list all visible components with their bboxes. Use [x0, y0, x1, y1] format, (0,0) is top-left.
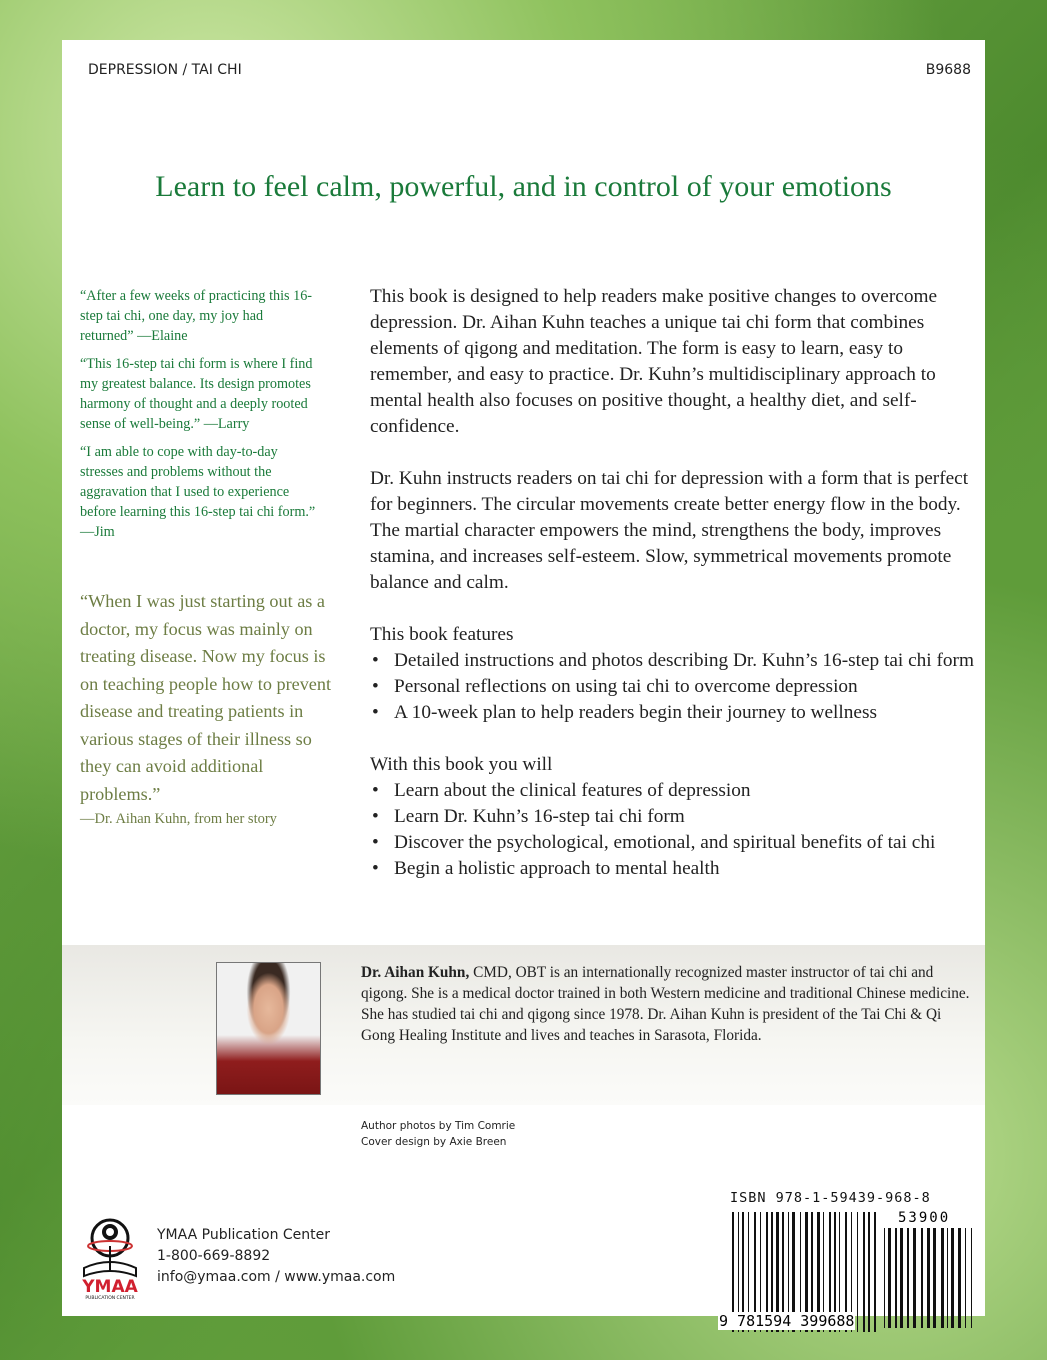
author-photo	[216, 962, 321, 1095]
photo-credit: Author photos by Tim Comrie	[361, 1120, 516, 1132]
testimonial: “This 16-step tai chi form is where I find my greatest balance. Its design promotes harmony of thought and a deeply rooted sense of well-being.” —Larry	[80, 356, 313, 432]
author-bio-text: CMD, OBT is an internationally recognized master instructor of tai chi and qigong. She is a medical doctor trained in both Western medicine and traditional Chinese medicine. She has studied tai chi and qigong since 1978. Dr. Aihan Kuhn is president of the Tai Chi & Qi Gong Healing Institute and lives and teaches in Sarasota, Florida.	[361, 964, 970, 1044]
features-title: This book features	[370, 624, 514, 645]
description	[370, 284, 980, 908]
barcode-bar	[907, 1228, 909, 1328]
barcode-bar	[951, 1228, 954, 1328]
publisher-name: YMAA Publication Center	[157, 1227, 331, 1243]
barcode-bar	[888, 1228, 891, 1328]
barcode-bar	[884, 1228, 885, 1328]
feature-item: • Personal reflections on using tai chi to overcome depression	[370, 674, 980, 700]
barcode-bar	[971, 1228, 972, 1328]
feature-item: • Detailed instructions and photos describing Dr. Kuhn’s 16-step tai chi form	[370, 648, 980, 674]
author-band	[62, 945, 985, 1105]
barcode-bar	[933, 1228, 936, 1328]
credits	[361, 1118, 515, 1150]
barcode-bar	[958, 1228, 961, 1328]
benefits-title: With this book you will	[370, 754, 553, 775]
author-quote-text: “When I was just starting out as a doctor, my focus was mainly on treating disease. Now my focus is on teaching people how to prevent disease and treating patients in various stages of their illness so they can avoid additional problems.”	[80, 591, 332, 804]
benefits-list	[370, 778, 980, 882]
barcode-bar	[941, 1228, 944, 1328]
author-quote	[80, 588, 340, 830]
price-barcode	[884, 1228, 976, 1328]
publisher-phone: 1-800-669-8892	[157, 1248, 271, 1264]
publisher-info	[157, 1225, 395, 1288]
back-cover	[62, 40, 985, 1330]
feature-item: • A 10-week plan to help readers begin their journey to wellness	[370, 700, 980, 726]
benefit-item: • Discover the psychological, emotional, and spiritual benefits of tai chi	[370, 830, 980, 856]
barcode-bar	[921, 1228, 923, 1328]
description-paragraph: This book is designed to help readers make positive changes to overcome depression. Dr. Aihan Kuhn teaches a unique tai chi form that combines elements of qigong and meditation. The form is easy to learn, easy to remember, and easy to practice. Dr. Kuhn’s multidisciplinary approach to mental health also focuses on positive thought, a healthy diet, and self-confidence.	[370, 286, 938, 437]
isbn-label: ISBN 978-1-59439-968-8	[730, 1190, 931, 1206]
benefit-item: • Begin a holistic approach to mental health	[370, 856, 980, 882]
headline: Learn to feel calm, powerful, and in control of your emotions	[155, 170, 892, 203]
price-code: 53900	[898, 1210, 951, 1226]
barcode-bar	[868, 1212, 870, 1332]
testimonials	[80, 286, 320, 550]
category-label: DEPRESSION / TAI CHI	[88, 62, 242, 78]
publisher-contact: info@ymaa.com / www.ymaa.com	[157, 1269, 396, 1285]
svg-text:YMAA: YMAA	[82, 1277, 138, 1297]
author-name: Dr. Aihan Kuhn,	[361, 964, 470, 981]
barcode-bar	[874, 1212, 876, 1332]
barcode-bar	[913, 1228, 916, 1328]
barcode-bar	[863, 1212, 865, 1332]
barcode-bar	[857, 1212, 858, 1332]
ymaa-logo	[80, 1216, 140, 1300]
barcode-bar	[895, 1228, 897, 1328]
benefit-item: • Learn about the clinical features of depression	[370, 778, 980, 804]
design-credit: Cover design by Axie Breen	[361, 1136, 507, 1148]
barcode-bar	[927, 1228, 930, 1328]
benefit-item: • Learn Dr. Kuhn’s 16-step tai chi form	[370, 804, 980, 830]
barcode-bar	[965, 1228, 966, 1328]
barcode-bar	[947, 1228, 948, 1328]
barcode-number: 9 781594 399688	[719, 1312, 855, 1330]
features-list	[370, 648, 980, 726]
testimonial: “I am able to cope with day-to-day stresses and problems without the aggravation that I used to experience before learning this 16-step tai chi form.” —Jim	[80, 444, 316, 540]
barcode-bar	[900, 1228, 903, 1328]
book-code: B9688	[925, 62, 971, 78]
svg-text:PUBLICATION CENTER: PUBLICATION CENTER	[85, 1296, 135, 1300]
author-quote-attribution: —Dr. Aihan Kuhn, from her story	[80, 811, 277, 827]
author-bio	[361, 962, 971, 1046]
testimonial: “After a few weeks of practicing this 16-step tai chi, one day, my joy had returned” —Elaine	[80, 288, 313, 344]
description-paragraph: Dr. Kuhn instructs readers on tai chi for depression with a form that is perfect for beginners. The circular movements create better energy flow in the body. The martial character empowers the mind, strengthens the body, improves stamina, and increases self-esteem. Slow, symmetrical movements promote balance and calm.	[370, 468, 969, 593]
